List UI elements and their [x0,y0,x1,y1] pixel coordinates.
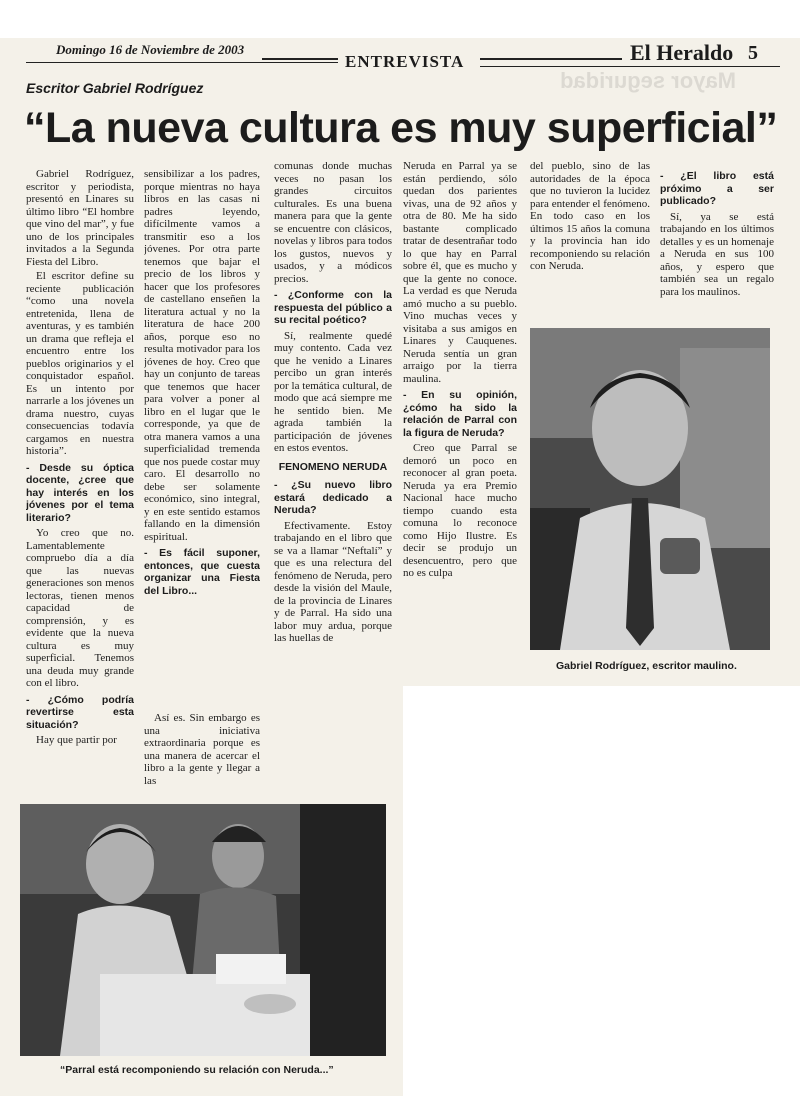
masthead-rule-right-thin [480,66,780,67]
issue-date: Domingo 16 de Noviembre de 2003 [56,42,245,57]
bleed-through-text: Mayor seguridad [560,68,737,93]
article-column-4 [403,160,517,678]
interview-photo-image [20,804,386,1056]
interview-photo-caption: “Parral está recomponiendo su relación con Neruda...” [60,1064,334,1076]
paragraph: Sí, ya se está trabajando en los últimos detalles y es un homenaje a Neruda en sus 100 años, y espero que también sea un regalo para los maulinos. [660,210,774,298]
article-column-1 [26,168,134,788]
portrait-caption: Gabriel Rodríguez, escritor maulino. [556,660,737,672]
paragraph: Gabriel Rodríguez, escritor y periodista, presentó en Linares su último libro “El hombre que vino del mar”, y fue uno de los principales invitados a la Segunda Fiesta del Libro. [26,168,134,268]
paragraph: Yo creo que no. Lamentablemente compruebo día a día que las nuevas generaciones son menos lectoras, tienen menos capacidad de comprensión, y es evidente que la nueva cultura es muy superficial. Tenemos una deuda muy grande con el libro. [26,527,134,689]
paragraph: Hay que partir por [36,734,117,746]
paragraph: sensibilizar a los padres, porque mientras no haya libros en las casas ni padres leyendo, difícilmente vamos a transmitir eso a los jóvenes. Por otra parte tenemos que bajar el precio de los libros y hacer que los profesores de castellano enseñen la literatura actual y no la literatura de hace 200 años, porque eso no resulta motivador para los jóvenes de hoy. Creo que hay un conjunto de tareas que tenemos que hacer para volver a poner al libro en el lugar que le corresponde, ya que de otra manera vamos a una superficialidad tremenda que nos puede costar muy caro. El desarrollo no debe ser solamente económico, sino integral, y en este sentido estamos fallando en la dimensión espiritual. [144,168,260,543]
page-number: 5 [748,42,758,64]
paragraph: comunas donde muchas veces no pasan los grandes circuitos culturales. Es una buena manera para que la gente se encuentre con clásicos, novelas y libros para todos los gustos, nuevos y usados, y a módicos precios. [274,160,392,285]
interview-photo [20,804,386,1056]
article-column-3 [274,160,392,800]
article-column-5 [530,160,650,320]
interview-question: - Desde su óptica docente, ¿cree que hay interés en los jóvenes por el tema literario? [26,461,134,524]
interview-question: - ¿Su nuevo libro estará dedicado a Neruda? [274,479,392,516]
newspaper-name: El Heraldo [630,40,734,65]
section-subheading: FENOMENO NERUDA [278,460,388,473]
section-title: ENTREVISTA [345,52,465,71]
interview-question: - ¿El libro está próximo a ser publicado? [660,170,774,207]
paragraph: Así es. Sin embargo es una iniciativa extraordinaria porque es una manera de acercar el libro a la gente y llegar a las [144,712,260,787]
page-margin-bottom-right [403,686,800,1096]
interview-question: - ¿Cómo podría revertirse esta situación? [26,693,134,731]
portrait-photo-image [530,328,770,650]
article-headline: “La nueva cultura es muy superficial” [24,104,778,152]
paragraph: Neruda en Parral ya se están perdiendo, sólo quedan dos parientes vivas, una de 92 años y otra de 80. Me ha sido bastante complicado tratar de desentrañar todo lo que hay en Parral sobre él, que es mucho y que la gente no conoce. La verdad es que Neruda amó mucho a su pueblo. Vino muchas veces y visitaba a sus amigos en Linares y Cauquenes. Neruda sentía un gran arraigo por la tierra maulina. [403,160,517,385]
paragraph: El escritor define su reciente publicación “como una novela entretenida, llena de aventuras, y es también un drama que refleja el encuentro entre los pueblos originarios y el conquistador español. Es un intento por narrarle a los jóvenes un drama nuestro, cuyas consecuencias todavía cargamos en nuestra historia”. [26,270,134,457]
masthead-rule-left [262,58,338,60]
interview-question: - Es fácil suponer, entonces, que cuesta organizar una Fiesta del Libro... [144,547,260,597]
article-column-6 [660,170,774,320]
masthead-rule-left-thin [26,62,338,63]
article-column-2-continued [144,712,260,797]
article-kicker: Escritor Gabriel Rodríguez [26,80,204,96]
portrait-photo [530,328,770,650]
paragraph: del pueblo, sino de las autoridades de la época que no tuvieron la lucidez para entender el fenómeno. En todo caso en los últimos 15 años la comuna y la provincia han ido recomponiendo su relación con Neruda. [530,160,650,272]
masthead-rule-right [480,58,622,60]
paragraph: Creo que Parral se demoró un poco en reconocer al gran poeta. Neruda ya era Premio Nacional hace mucho tiempo cuando esta comuna lo reconoce como Hijo Ilustre. Es decir se produjo un desencuentro, pero que no es culpa [403,442,517,579]
article-column-2 [144,168,260,708]
interview-question: - ¿Conforme con la respuesta del público a su recital poético? [274,289,392,326]
paragraph: Efectivamente. Estoy trabajando en el libro que se va a llamar “Neftalí” y que es una relectura del fenómeno de Neruda, pero desde la visión del Maule, de la provincia de Linares y de Parral. Ha sido una labor muy ardua, porque las huellas de [274,519,392,644]
paragraph: Sí, realmente quedé muy contento. Cada vez que he venido a Linares percibo un gran interés por la temática cultural, de modo que acá siempre me he sentido bien. Me agrada también la participación de jóvenes en estos eventos. [274,329,392,454]
interview-question: - En su opinión, ¿cómo ha sido la relación de Parral con la figura de Neruda? [403,389,517,439]
page-margin-top [0,0,800,38]
